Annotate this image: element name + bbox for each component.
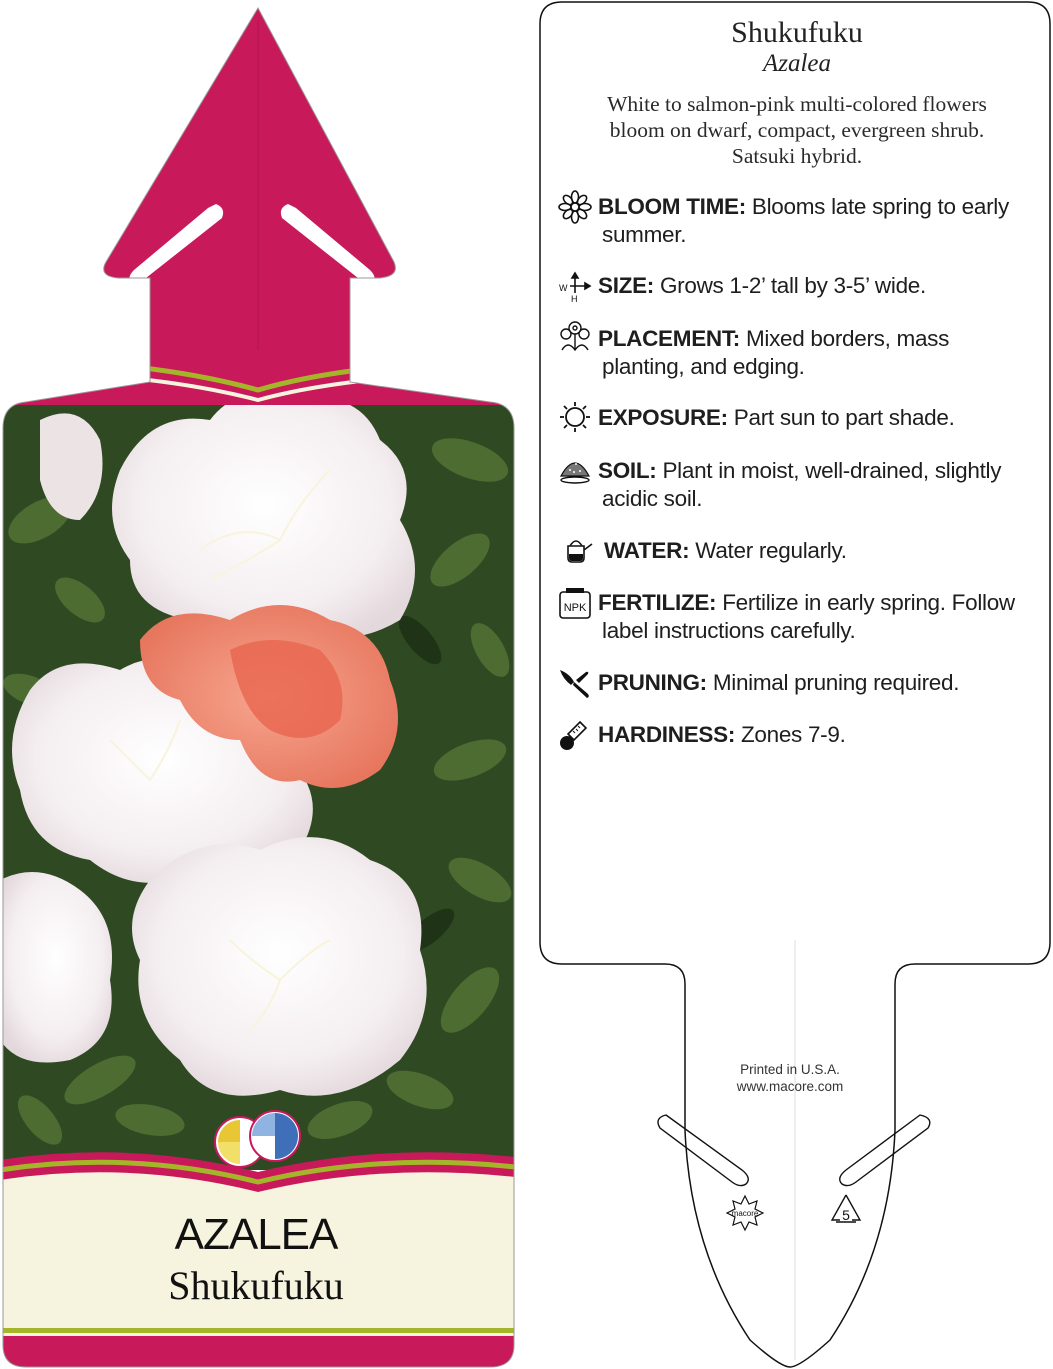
care-text: Blooms late spring to early [751, 194, 1009, 219]
care-label: HARDINESS: [598, 722, 736, 747]
care-label: PRUNING: [598, 670, 707, 695]
printed-info [690, 1061, 890, 1095]
care-text: Fertilize in early spring. Follow [722, 590, 1015, 615]
size-arrows-icon [558, 271, 592, 305]
care-row-pruning [598, 669, 1038, 697]
care-row-soil [598, 457, 1038, 513]
sun-icon [558, 400, 592, 434]
care-row-water [604, 537, 1044, 565]
website-text: www.macore.com [736, 1079, 844, 1094]
care-text-line2: acidic soil. [602, 486, 703, 511]
care-text-line2: summer. [602, 222, 687, 247]
pruners-icon [558, 666, 592, 700]
flower-icon [558, 190, 592, 224]
care-row-placement [598, 325, 1038, 381]
svg-text:NPK: NPK [563, 602, 587, 614]
care-text: Plant in moist, well-drained, slightly [662, 458, 1002, 483]
description-line: bloom on dwarf, compact, evergreen shrub. [609, 118, 985, 142]
watering-can-icon [560, 532, 594, 566]
soil-mound-icon [558, 452, 592, 486]
svg-text:H: H [571, 294, 578, 304]
care-text: Water regularly. [695, 538, 847, 563]
plant-title: Shukufuku [731, 16, 863, 49]
care-label: FERTILIZE: [598, 590, 717, 615]
description-line: White to salmon-pink multi-colored flowers [607, 92, 987, 116]
care-text-line2: planting, and edging. [602, 354, 805, 379]
plant-subtitle: Azalea [762, 50, 832, 77]
care-text: Mixed borders, mass [745, 326, 950, 351]
printed-in-text: Printed in U.S.A. [740, 1062, 840, 1077]
care-row-size [598, 272, 1038, 300]
care-label: WATER: [604, 538, 690, 563]
care-text-line2: label instructions carefully. [602, 618, 856, 643]
care-text: Grows 1-2’ tall by 3-5’ wide. [659, 273, 926, 298]
description-line: Satsuki hybrid. [731, 144, 863, 168]
svg-text:W: W [559, 283, 568, 293]
care-text: Part sun to part shade. [733, 405, 955, 430]
npk-fertilizer-icon [558, 586, 592, 620]
macore-logo-text: macore [731, 1209, 759, 1218]
plant-description [570, 91, 1024, 169]
care-label: BLOOM TIME: [598, 194, 746, 219]
care-label: PLACEMENT: [598, 326, 740, 351]
recycle-number: 5 [842, 1207, 850, 1223]
placement-plants-icon [558, 320, 592, 354]
care-label: SIZE: [598, 273, 655, 298]
care-text: Zones 7-9. [740, 722, 846, 747]
care-text: Minimal pruning required. [712, 670, 960, 695]
brand-logo-icon [215, 1111, 300, 1167]
plant-cultivar-name: Shukufuku [168, 1263, 344, 1308]
thermometer-icon [558, 718, 592, 752]
care-row-exposure [598, 404, 1038, 432]
care-row-bloom-time [598, 193, 1038, 249]
care-label: EXPOSURE: [598, 405, 728, 430]
care-row-hardiness [598, 721, 1038, 749]
plant-common-name: AZALEA [174, 1210, 338, 1259]
care-label: SOIL: [598, 458, 657, 483]
care-row-fertilize [598, 589, 1038, 645]
